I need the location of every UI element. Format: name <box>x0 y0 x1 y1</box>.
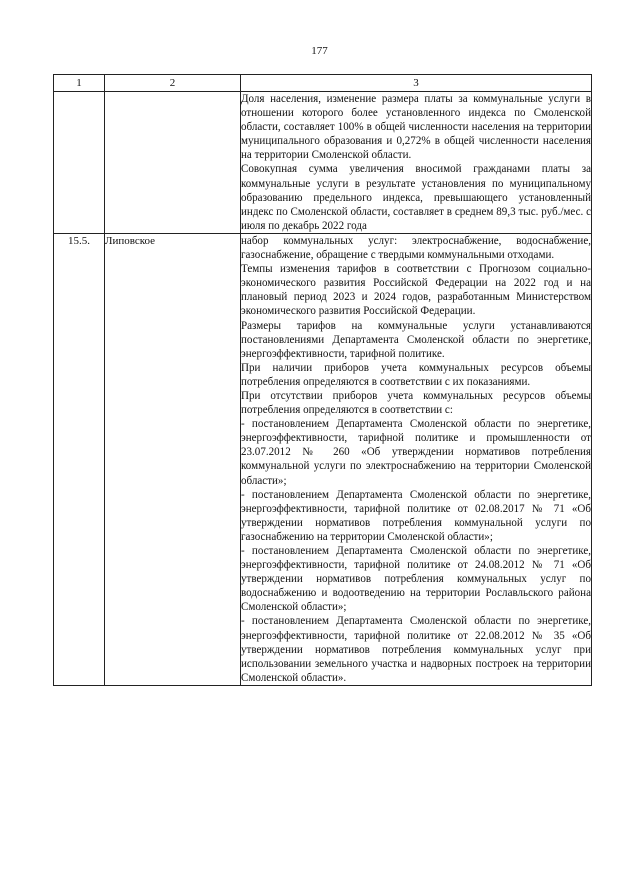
list-item: - постановлением Департамента Смоленской области по энергетике, энергоэффективности, тарифной политике от 22.08.2012 № 35 «Об утверждении нормативов потребления коммунальных услуг при использовании земельного участка и надворных построек на территории Смоленской области». <box>241 615 591 684</box>
header-col-2: 2 <box>105 75 241 92</box>
row-number-cell <box>54 92 105 234</box>
list-item: - постановлением Департамента Смоленской области по энергетике, энергоэффективности, тарифной политике от 24.08.2012 № 71 «Об утверждении нормативов потребления коммунальных услуг по водоснабжению и водоотведению на территории Рославльского района Смоленской области»; <box>241 545 591 614</box>
paragraph: При наличии приборов учета коммунальных ресурсов объемы потребления определяются в соответствии с их показаниями. <box>241 361 591 388</box>
list-item: - постановлением Департамента Смоленской области по энергетике, энергоэффективности, тарифной политике и промышленности от 23.07.2012 № 260 «Об утверждении нормативов потребления коммунальной услуги по электроснабжению на территории Смоленской области»; <box>241 418 591 487</box>
header-col-1: 1 <box>54 75 105 92</box>
paragraph: Совокупная сумма увеличения вносимой гражданами платы за коммунальные услуги в результате установления по муниципальному образованию предельного индекса, превышающего установленный индекс по Смоленской области, составляет в среднем 89,3 тыс. руб./мес. с июля по декабрь 2022 года <box>241 163 591 232</box>
row-name-cell <box>105 92 241 234</box>
table-header-row <box>54 75 592 92</box>
paragraph: набор коммунальных услуг: электроснабжение, водоснабжение, газоснабжение, обращение с твердыми коммунальными отходами. <box>241 234 591 262</box>
page-number: 177 <box>311 45 328 57</box>
paragraph: Размеры тарифов на коммунальные услуги устанавливаются постановлениями Департамента Смоленской области по энергетике, энергоэффективности, тарифной политике. <box>241 319 591 360</box>
municipality-name-cell: Липовское <box>105 233 241 685</box>
paragraph: Темпы изменения тарифов в соответствии с Прогнозом социально-экономического развития Российской Федерации на 2022 год и на плановый период 2023 и 2024 годов, разработанным Министерством экономического развития Российской Федерации. <box>241 263 591 318</box>
paragraph: Доля населения, изменение размера платы за коммунальные услуги в отношении которого более установленного индекса по Смоленской области, составляет 100% в общей численности населения на территории муниципального образования и 0,272% в общей численности населения на территории Смоленской области. <box>241 93 591 162</box>
table-row-15-5 <box>54 233 592 685</box>
row-description-cell <box>241 233 592 685</box>
list-item: - постановлением Департамента Смоленской области по энергетике, энергоэффективности, тарифной политике от 02.08.2017 № 71 «Об утверждении нормативов потребления коммунальной услуги по газоснабжению на территории Смоленской области»; <box>241 488 591 543</box>
row-description-cell <box>241 92 592 234</box>
row-number-cell: 15.5. <box>54 233 105 685</box>
paragraph: При отсутствии приборов учета коммунальных ресурсов объемы потребления определяются в соответствии с: <box>241 389 591 417</box>
tariff-table <box>53 74 592 686</box>
table-row-continued <box>54 92 592 234</box>
header-col-3: 3 <box>241 75 592 92</box>
